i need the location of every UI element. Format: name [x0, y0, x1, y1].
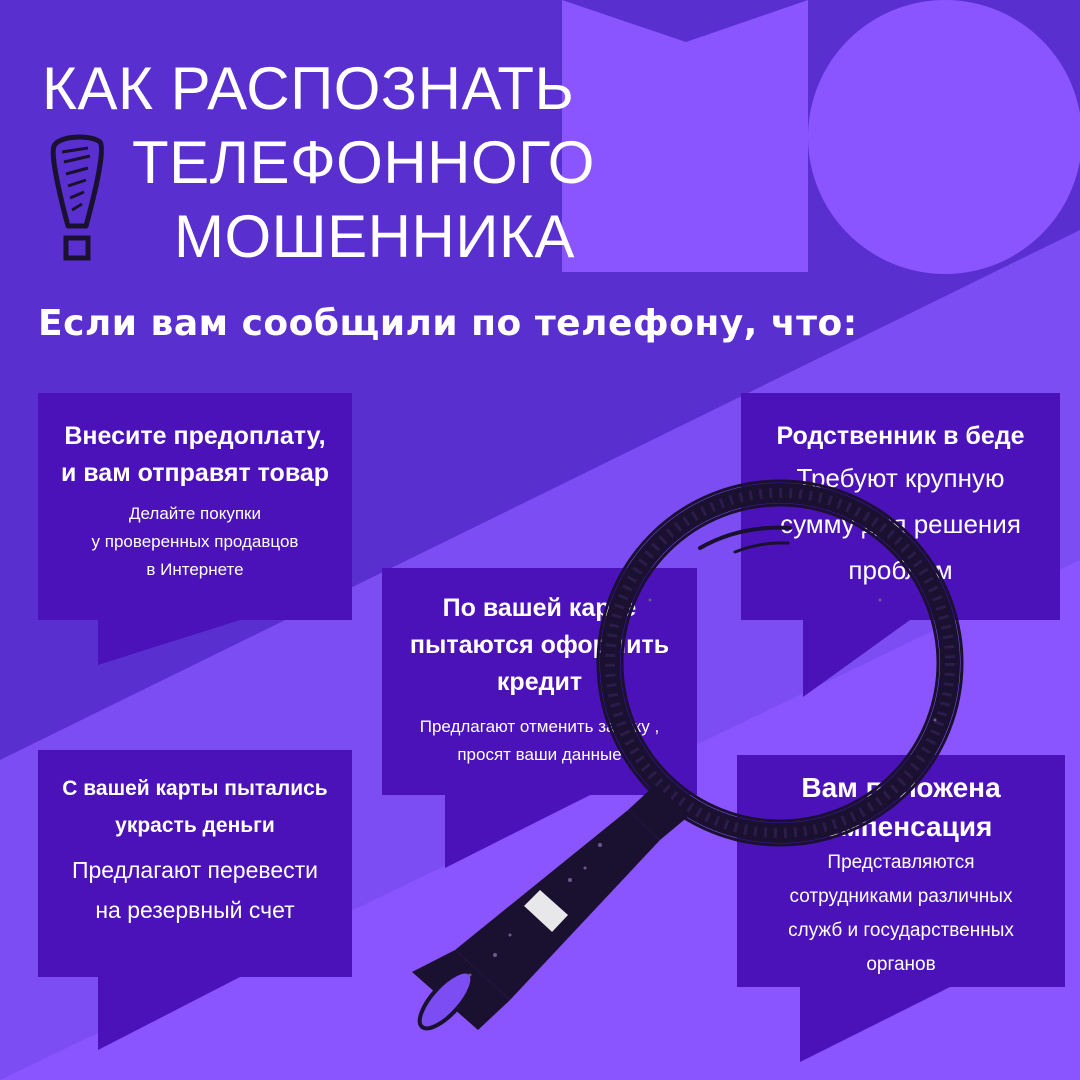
- card-body-line: органов: [866, 954, 936, 975]
- title-line-3: МОШЕННИКА: [174, 203, 575, 270]
- card-heading-line: Внесите предоплату,: [64, 422, 326, 450]
- card-body-line: на резервный счет: [95, 897, 295, 923]
- card-heading-line: и вам отправят товар: [60, 459, 330, 487]
- card-relative-in-trouble: [741, 418, 1060, 593]
- card-heading-line: С вашей карты пытались: [62, 777, 328, 800]
- card-steal-money: [38, 770, 352, 930]
- card-body-line: проблем: [848, 555, 953, 585]
- card-credit-on-card: [382, 590, 697, 769]
- card-body-line: Представляются: [827, 852, 975, 873]
- card-body-line: Делайте покупки: [129, 504, 261, 523]
- card-body-line: служб и государственных: [788, 920, 1014, 941]
- card-body-line: просят ваши данные: [457, 745, 622, 764]
- card-prepayment: [38, 418, 352, 584]
- title-line-1: КАК РАСПОЗНАТЬ: [42, 55, 575, 122]
- card-body-line: Предлагают отменить заявку ,: [419, 717, 660, 736]
- card-heading-line: Вам положена: [801, 772, 1001, 803]
- card-heading-line: кредит: [496, 668, 583, 696]
- card-body-line: Предлагают перевести: [71, 857, 319, 883]
- card-heading-line: украсть деньги: [115, 814, 275, 837]
- card-body-line: в Интернете: [146, 560, 244, 579]
- card-compensation: [737, 768, 1065, 982]
- card-heading-line: По вашей карте: [442, 594, 637, 622]
- card-body-line: сумму для решения: [780, 509, 1021, 539]
- card-body-line: сотрудниками различных: [789, 886, 1013, 907]
- card-heading-line: Родственник в беде: [776, 422, 1025, 450]
- card-heading-line: компенсация: [809, 811, 993, 842]
- subtitle: Если вам сообщили по телефону, что:: [38, 303, 858, 344]
- card-body-line: у проверенных продавцов: [91, 532, 299, 551]
- card-body-line: Требуют крупную: [796, 463, 1005, 493]
- card-heading-line: пытаются оформить: [409, 631, 670, 659]
- title-line-2: ТЕЛЕФОННОГО: [132, 129, 595, 196]
